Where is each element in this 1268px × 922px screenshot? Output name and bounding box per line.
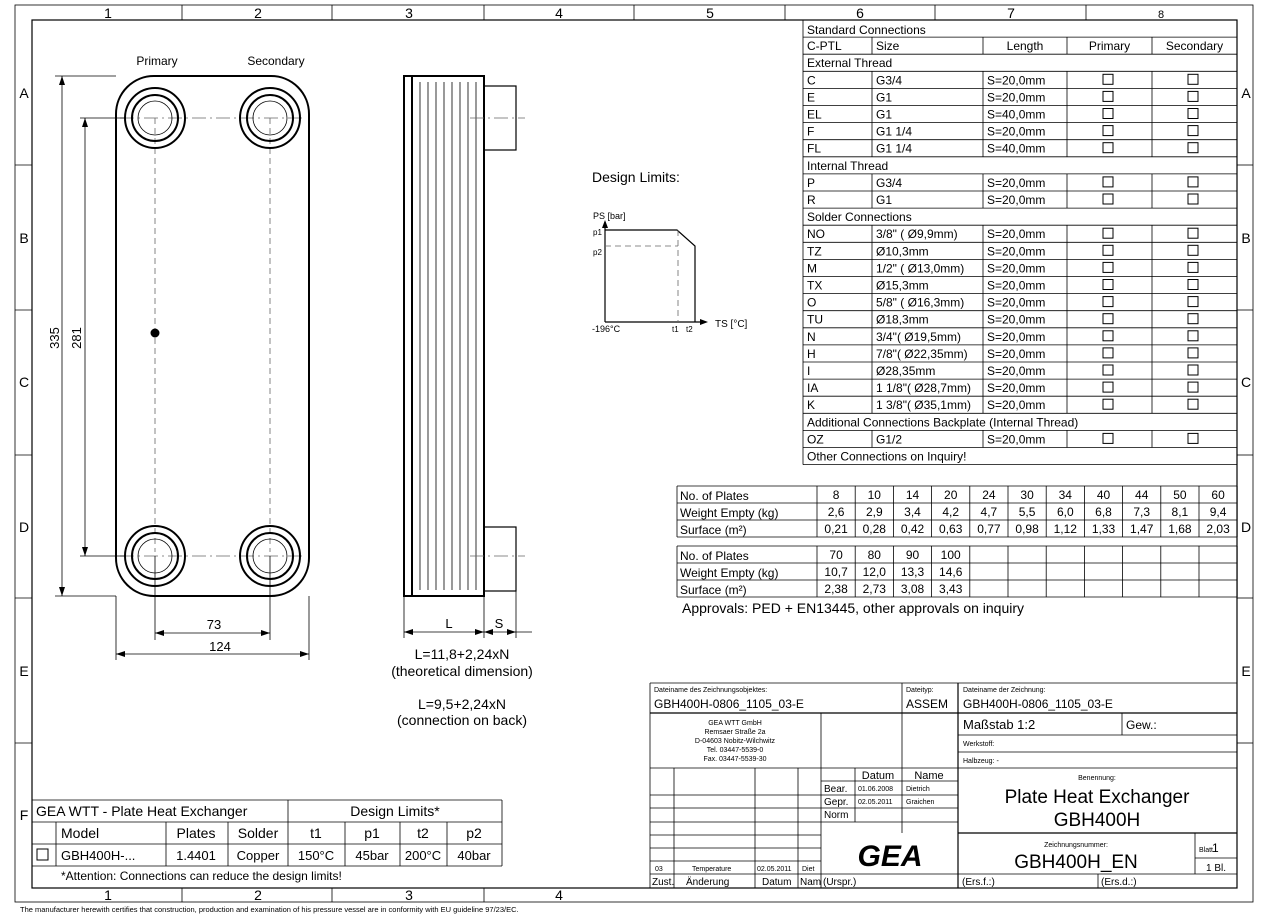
plates-cell: 60 — [1211, 488, 1225, 502]
connection-length: S=20,0mm — [987, 398, 1046, 413]
secondary-label: Secondary — [247, 54, 305, 68]
t2-label: t2 — [686, 325, 693, 334]
gepr-date: 02.05.2011 — [858, 799, 893, 806]
connections-header: C-PTL — [807, 39, 842, 54]
plates-cell: 3,4 — [904, 505, 921, 519]
connection-code: I — [807, 364, 811, 378]
plates-cell: 80 — [867, 548, 881, 562]
inner-frame — [32, 20, 1237, 888]
connection-size: G1 1/4 — [876, 141, 913, 156]
connection-length: S=20,0mm — [987, 244, 1046, 259]
connection-size: G3/4 — [876, 175, 903, 190]
plates-cell: 0,21 — [824, 522, 848, 536]
connection-length: S=20,0mm — [987, 364, 1046, 378]
gepr-name: Graichen — [906, 799, 935, 806]
t2-value: 200°C — [404, 848, 442, 863]
secondary-checkbox[interactable] — [1188, 194, 1198, 204]
connection-code: M — [807, 261, 817, 276]
bear-name: Dietrich — [906, 786, 930, 793]
secondary-checkbox[interactable] — [1188, 228, 1198, 238]
connection-size: 3/8" ( Ø9,9mm) — [876, 227, 958, 242]
col-label: 5 — [706, 5, 714, 21]
ersd-label: (Ers.d.:) — [1101, 877, 1137, 888]
secondary-checkbox[interactable] — [1188, 262, 1198, 272]
primary-checkbox[interactable] — [1103, 382, 1113, 392]
dim-L: L — [445, 616, 453, 631]
formula-2: L=9,5+2,24xN — [418, 696, 506, 712]
connection-group-name: Internal Thread — [807, 158, 889, 173]
drawing-file: GBH400H-0806_1105_03-E — [963, 697, 1113, 711]
weight-label: Gew.: — [1126, 718, 1157, 732]
primary-checkbox[interactable] — [1103, 143, 1113, 153]
company-fax: Fax. 03447-5539-30 — [703, 756, 767, 763]
front-dimensions — [55, 76, 309, 660]
bear-date: 01.06.2008 — [858, 786, 894, 793]
plates-cell: 2,38 — [824, 582, 848, 596]
connection-size: G1/2 — [876, 432, 903, 447]
primary-checkbox[interactable] — [1103, 74, 1113, 84]
connection-code: P — [807, 175, 816, 190]
p2-value: 40bar — [457, 848, 491, 863]
plates-cell: 50 — [1173, 488, 1187, 502]
connection-length: S=20,0mm — [987, 193, 1046, 207]
p1-label: p1 — [593, 228, 602, 237]
connection-code: O — [807, 295, 817, 310]
connection-code: TU — [807, 312, 823, 327]
plates-cell: 2,03 — [1206, 522, 1230, 536]
t2-header: t2 — [417, 825, 429, 841]
company-tel: Tel. 03447-5539-0 — [706, 747, 764, 754]
plates-cell: 0,98 — [1015, 522, 1039, 536]
solder-value: Copper — [236, 848, 280, 863]
gepr-label: Gepr. — [824, 797, 849, 808]
connection-code: K — [807, 398, 816, 413]
connection-length: S=20,0mm — [987, 381, 1046, 396]
connection-length: S=20,0mm — [987, 73, 1046, 88]
secondary-checkbox[interactable] — [1188, 348, 1198, 358]
col-label: 6 — [856, 5, 864, 21]
row-label: E — [19, 663, 29, 679]
connection-size: 7/8"( Ø22,35mm) — [876, 346, 968, 361]
design-limits-diagram — [602, 220, 708, 325]
row-label: C — [1240, 374, 1252, 390]
connection-length: S=20,0mm — [987, 329, 1046, 344]
t1-value: 150°C — [297, 848, 335, 863]
plates-cell: 2,9 — [865, 505, 883, 519]
connection-group-name: Additional Connections Backplate (Internal Thread) — [807, 415, 1079, 430]
dim-73: 73 — [206, 617, 222, 632]
connection-length: S=40,0mm — [987, 141, 1046, 156]
secondary-checkbox[interactable] — [1188, 399, 1198, 409]
connection-code: C — [807, 73, 816, 88]
name-header: Name — [914, 770, 944, 782]
benennung-label: Benennung: — [1078, 775, 1116, 782]
primary-checkbox[interactable] — [1103, 297, 1113, 307]
scale: Maßstab 1:2 — [963, 717, 1036, 732]
formula-1: L=11,8+2,24xN — [414, 646, 510, 662]
plates-row-label: Surface (m²) — [680, 583, 747, 597]
connection-size: G1 — [876, 90, 893, 105]
col-label: 2 — [254, 887, 262, 903]
primary-checkbox[interactable] — [1103, 433, 1113, 443]
p1-header: p1 — [364, 825, 380, 841]
plates-cell: 2,73 — [862, 582, 886, 596]
secondary-checkbox[interactable] — [1188, 331, 1198, 341]
object-file-label: Dateiname des Zeichnungsobjektes: — [654, 687, 768, 694]
connection-length: S=20,0mm — [987, 261, 1046, 276]
connection-size: Ø15,3mm — [876, 278, 929, 293]
connection-size: 5/8" ( Ø16,3mm) — [876, 295, 965, 310]
formula-2-note: (connection on back) — [397, 712, 527, 728]
drawing-subtitle: GBH400H — [1053, 810, 1141, 831]
revision-name-label: Nam — [800, 877, 822, 888]
company-name: GEA WTT GmbH — [708, 720, 762, 727]
plates-cell: 7,3 — [1133, 505, 1151, 519]
footer-certification: The manufacturer herewith certifies that construction, production and examination of his pressure vessel are in conformity with EU guideline 97/23/EC. — [20, 905, 519, 914]
model-table-title: GEA WTT - Plate Heat Exchanger — [36, 803, 248, 819]
plates-cell: 1,47 — [1130, 522, 1154, 536]
connection-size: G3/4 — [876, 73, 903, 88]
aenderung-label: Änderung — [686, 877, 730, 888]
secondary-checkbox[interactable] — [1188, 365, 1198, 375]
t1-header: t1 — [310, 825, 322, 841]
plates-cell: 2,6 — [827, 505, 845, 519]
y-axis-label: PS [bar] — [593, 211, 626, 221]
row-label: E — [1241, 663, 1251, 679]
connections-header: Primary — [1088, 39, 1131, 54]
connection-size: 3/4"( Ø19,5mm) — [876, 329, 961, 344]
norm-label: Norm — [824, 810, 849, 821]
connection-length: S=20,0mm — [987, 278, 1046, 293]
connection-size: 1 3/8"( Ø35,1mm) — [876, 398, 971, 413]
plates-cell: 1,33 — [1091, 522, 1116, 536]
connection-size: Ø10,3mm — [876, 244, 929, 259]
ersf-label: (Ers.f.:) — [962, 877, 995, 888]
company-street: Remsaer Straße 2a — [704, 729, 766, 736]
material-label: Werkstoff: — [963, 741, 995, 748]
side-view — [404, 76, 532, 638]
dim-S: S — [494, 616, 504, 631]
connection-code: FL — [807, 141, 822, 156]
secondary-checkbox[interactable] — [1188, 314, 1198, 324]
primary-checkbox[interactable] — [1103, 365, 1113, 375]
connection-code: TZ — [807, 244, 822, 259]
connection-size: G1 1/4 — [876, 124, 913, 139]
plates-cell: 30 — [1020, 488, 1034, 502]
row-label: C — [18, 374, 30, 390]
connection-code: N — [807, 329, 816, 344]
plates-header: Plates — [176, 825, 216, 841]
primary-checkbox[interactable] — [1103, 177, 1113, 187]
plates-cell: 0,77 — [977, 522, 1001, 536]
connection-code: TX — [807, 278, 823, 293]
plates-cell: 0,42 — [900, 522, 925, 536]
plates-row-label: Surface (m²) — [680, 523, 747, 537]
solder-header: Solder — [237, 825, 279, 841]
plates-cell: 44 — [1135, 488, 1149, 502]
drawing-number-label: Zeichnungsnummer: — [1044, 842, 1108, 849]
primary-checkbox[interactable] — [1103, 262, 1113, 272]
row-label: B — [1241, 230, 1251, 246]
plates-cell: 8 — [832, 488, 840, 502]
col-label: 3 — [405, 5, 413, 21]
company-city: D-04603 Nobitz-Wilchwitz — [694, 738, 776, 745]
connection-size: G1 — [876, 107, 893, 122]
design-limits-heading: Design Limits: — [592, 169, 680, 185]
connections-header: Size — [876, 39, 900, 54]
secondary-checkbox[interactable] — [1188, 74, 1198, 84]
secondary-checkbox[interactable] — [1188, 433, 1198, 443]
col-label: 1 — [104, 5, 112, 21]
revision-datum-label: Datum — [762, 877, 792, 888]
drawing-file-label: Dateiname der Zeichnung: — [963, 687, 1046, 694]
plates-cell: 70 — [829, 548, 843, 562]
primary-checkbox[interactable] — [1103, 245, 1113, 255]
t1-label: t1 — [672, 325, 679, 334]
model-header: Model — [61, 825, 100, 841]
sheets-count: 1 Bl. — [1206, 863, 1227, 874]
primary-checkbox[interactable] — [1103, 91, 1113, 101]
connection-code: OZ — [807, 432, 824, 447]
connection-size: Ø28,35mm — [876, 364, 936, 378]
plates-cell: 13,3 — [900, 565, 925, 579]
front-view — [116, 76, 309, 596]
primary-checkbox[interactable] — [1103, 109, 1113, 119]
connection-code: F — [807, 124, 815, 139]
urspr-label: (Urspr.) — [823, 877, 857, 888]
primary-checkbox[interactable] — [1103, 348, 1113, 358]
connection-length: S=20,0mm — [987, 312, 1046, 327]
plates-cell: 9,4 — [1209, 505, 1227, 519]
p2-label: p2 — [593, 248, 602, 257]
drawing-number: GBH400H_EN — [1014, 852, 1138, 873]
row-label: A — [19, 85, 29, 101]
plates-cell: 4,7 — [980, 505, 998, 519]
connection-length: S=20,0mm — [987, 295, 1046, 310]
connection-code: R — [807, 193, 816, 207]
col-label: 2 — [254, 5, 262, 21]
plates-value: 1.4401 — [176, 848, 216, 863]
plates-cell: 4,2 — [942, 505, 960, 519]
secondary-checkbox[interactable] — [1188, 109, 1198, 119]
connection-group-name: Solder Connections — [807, 210, 912, 225]
connections-table — [803, 20, 1237, 465]
col-label: 4 — [555, 887, 563, 903]
blatt-number: 1 — [1212, 841, 1219, 855]
secondary-checkbox[interactable] — [1188, 297, 1198, 307]
revision-text: Temperature — [692, 866, 732, 873]
drawing-title: Plate Heat Exchanger — [1004, 787, 1190, 808]
plates-cell: 1,12 — [1053, 522, 1077, 536]
secondary-checkbox[interactable] — [1188, 280, 1198, 290]
datum-header: Datum — [861, 770, 895, 782]
row-label: F — [19, 807, 29, 823]
connection-code: H — [807, 346, 816, 361]
secondary-checkbox[interactable] — [1188, 177, 1198, 187]
object-file: GBH400H-0806_1105_03-E — [654, 697, 804, 711]
row-label: A — [1241, 85, 1251, 101]
plates-cell: 8,1 — [1171, 505, 1189, 519]
secondary-checkbox[interactable] — [1188, 245, 1198, 255]
plates-cell: 90 — [905, 548, 920, 562]
file-type: ASSEM — [906, 697, 949, 711]
plates-cell: 10,7 — [824, 565, 848, 579]
revision-name: Diet — [802, 866, 815, 873]
plates-cell: 3,43 — [939, 582, 963, 596]
p1-value: 45bar — [355, 848, 389, 863]
plates-cell: 34 — [1058, 488, 1072, 502]
plates-cell: 20 — [944, 488, 958, 502]
plates-cell: 40 — [1096, 488, 1111, 502]
connection-size: 1/2" ( Ø13,0mm) — [876, 261, 965, 276]
primary-checkbox[interactable] — [1103, 399, 1113, 409]
primary-checkbox[interactable] — [1103, 331, 1113, 341]
plates-tables — [677, 486, 1237, 597]
revision-number: 03 — [655, 866, 663, 873]
primary-checkbox[interactable] — [1103, 194, 1113, 204]
plates-cell: 12,0 — [862, 565, 886, 579]
col-label: 1 — [104, 887, 112, 903]
row-label: D — [1240, 519, 1252, 535]
connections-title: Standard Connections — [807, 23, 926, 37]
plates-cell: 14 — [905, 488, 920, 502]
plates-row-label: No. of Plates — [680, 489, 749, 503]
blatt-label: Blatt — [1199, 847, 1214, 854]
plates-row-label: No. of Plates — [680, 549, 749, 563]
primary-checkbox[interactable] — [1103, 228, 1113, 238]
col-label: 4 — [555, 5, 563, 21]
secondary-checkbox[interactable] — [1188, 91, 1198, 101]
plates-cell: 5,5 — [1018, 505, 1036, 519]
primary-label: Primary — [136, 54, 178, 68]
connection-code: E — [807, 90, 816, 105]
connection-code: NO — [807, 227, 825, 242]
plates-cell: 0,28 — [862, 522, 886, 536]
dim-335: 335 — [47, 327, 62, 349]
connection-group-name: External Thread — [807, 56, 893, 71]
col-label: 8 — [1157, 9, 1165, 21]
plates-cell: 24 — [982, 488, 996, 502]
row-label: D — [18, 519, 30, 535]
title-block — [650, 683, 1237, 888]
col-label: 7 — [1007, 5, 1015, 21]
plates-row-label: Weight Empty (kg) — [680, 566, 779, 580]
connections-footer: Other Connections on Inquiry! — [807, 449, 967, 464]
primary-checkbox[interactable] — [1103, 314, 1113, 324]
bear-label: Bear. — [824, 784, 848, 795]
revision-date: 02.05.2011 — [757, 866, 792, 873]
plates-row-label: Weight Empty (kg) — [680, 506, 779, 520]
connection-length: S=20,0mm — [987, 346, 1046, 361]
connection-size: Ø18,3mm — [876, 312, 929, 327]
plates-cell: 100 — [940, 548, 961, 562]
secondary-checkbox[interactable] — [1188, 382, 1198, 392]
dim-281: 281 — [69, 327, 84, 349]
connection-code: EL — [807, 107, 822, 122]
connections-header: Secondary — [1165, 39, 1224, 54]
formula-1-note: (theoretical dimension) — [391, 663, 533, 679]
primary-checkbox[interactable] — [1103, 126, 1113, 136]
plates-cell: 10 — [867, 488, 881, 502]
file-type-label: Dateityp: — [906, 687, 934, 694]
secondary-checkbox[interactable] — [1188, 126, 1198, 136]
col-label: 3 — [405, 887, 413, 903]
x-axis-label: TS [°C] — [715, 319, 748, 330]
plates-cell: 6,8 — [1095, 505, 1112, 519]
connection-code: IA — [807, 381, 819, 396]
connection-size: G1 — [876, 193, 893, 207]
approvals-text: Approvals: PED + EN13445, other approvals on inquiry — [682, 600, 1025, 616]
connection-length: S=20,0mm — [987, 90, 1046, 105]
connection-length: S=20,0mm — [987, 124, 1046, 139]
row-label: B — [19, 230, 29, 246]
gea-logo: GEA — [857, 840, 923, 873]
plates-cell: 1,68 — [1168, 522, 1192, 536]
connection-length: S=20,0mm — [987, 175, 1046, 190]
semi-finished-label: Halbzeug: - — [963, 758, 999, 765]
plates-cell: 14,6 — [939, 565, 963, 579]
plates-cell: 0,63 — [939, 522, 963, 536]
connection-size: 1 1/8"( Ø28,7mm) — [876, 381, 971, 396]
plates-cell: 6,0 — [1056, 505, 1074, 519]
attention-note: *Attention: Connections can reduce the design limits! — [61, 869, 342, 883]
model-value: GBH400H-... — [61, 848, 136, 863]
connection-length: S=20,0mm — [987, 432, 1046, 447]
zust-label: Zust. — [652, 877, 675, 888]
x-min-label: -196°C — [592, 324, 621, 334]
connection-length: S=20,0mm — [987, 227, 1046, 242]
plates-cell: 3,08 — [900, 582, 925, 596]
design-limits-header: Design Limits* — [350, 803, 440, 819]
secondary-checkbox[interactable] — [1188, 143, 1198, 153]
p2-header: p2 — [466, 825, 482, 841]
connection-length: S=40,0mm — [987, 107, 1046, 122]
dim-124: 124 — [209, 639, 231, 654]
connections-header: Length — [1006, 39, 1044, 54]
primary-checkbox[interactable] — [1103, 280, 1113, 290]
